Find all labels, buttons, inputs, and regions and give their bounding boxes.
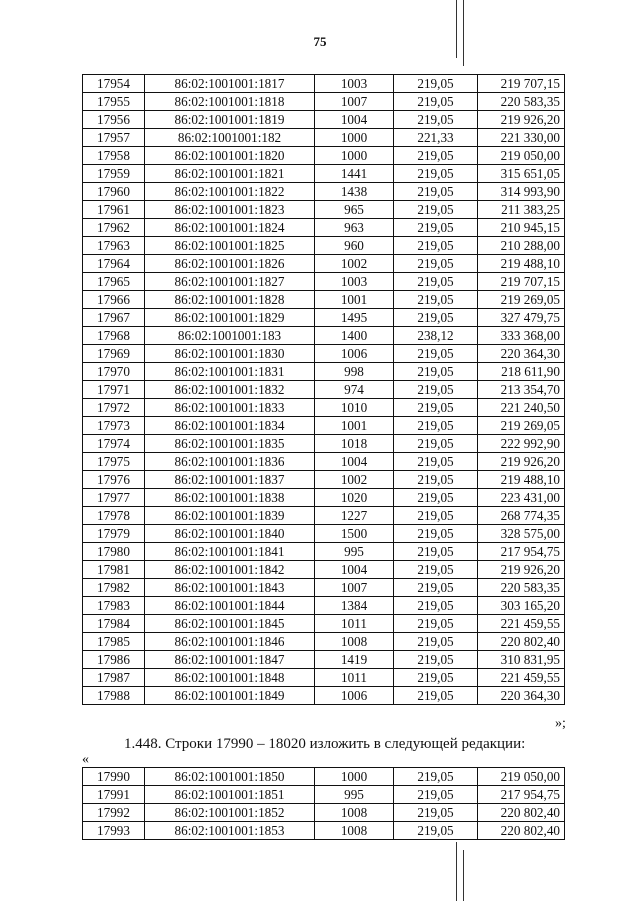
cadastral-number-cell: 86:02:1001001:1842: [145, 561, 315, 579]
row-number-cell: 17987: [83, 669, 145, 687]
area-cell: 1010: [315, 399, 394, 417]
table-row: [83, 669, 565, 687]
table-row: [83, 363, 565, 381]
value-cell: 303 165,20: [478, 597, 565, 615]
rate-cell: 219,05: [394, 453, 478, 471]
rate-cell: 219,05: [394, 309, 478, 327]
rate-cell: 219,05: [394, 633, 478, 651]
page-number: 75: [313, 34, 327, 49]
row-number-cell: 17970: [83, 363, 145, 381]
table-row: [83, 615, 565, 633]
rate-cell: 219,05: [394, 273, 478, 291]
rate-cell: 219,05: [394, 183, 478, 201]
rate-cell: 219,05: [394, 111, 478, 129]
row-number-cell: 17960: [83, 183, 145, 201]
cadastral-number-cell: 86:02:1001001:1840: [145, 525, 315, 543]
row-number-cell: 17978: [83, 507, 145, 525]
rate-cell: 219,05: [394, 381, 478, 399]
cadastral-number-cell: 86:02:1001001:1843: [145, 579, 315, 597]
area-cell: 1002: [315, 471, 394, 489]
table-row: [83, 768, 565, 786]
row-number-cell: 17974: [83, 435, 145, 453]
cadastral-number-cell: 86:02:1001001:1839: [145, 507, 315, 525]
cadastral-number-cell: 86:02:1001001:1848: [145, 669, 315, 687]
value-cell: 220 802,40: [478, 822, 565, 840]
table-row: [83, 75, 565, 93]
table-row: [83, 381, 565, 399]
value-cell: 315 651,05: [478, 165, 565, 183]
table-row: [83, 822, 565, 840]
rate-cell: 219,05: [394, 615, 478, 633]
row-number-cell: 17988: [83, 687, 145, 705]
row-number-cell: 17963: [83, 237, 145, 255]
table-row: [83, 237, 565, 255]
cadastral-number-cell: 86:02:1001001:1818: [145, 93, 315, 111]
table-row: [83, 147, 565, 165]
area-cell: 995: [315, 543, 394, 561]
area-cell: 1007: [315, 93, 394, 111]
amendment-paragraph: 1.448. Строки 17990 – 18020 изложить в следующей редакции:: [124, 736, 526, 752]
value-cell: 220 364,30: [478, 687, 565, 705]
area-cell: 1000: [315, 129, 394, 147]
area-cell: 998: [315, 363, 394, 381]
table-row: [83, 183, 565, 201]
value-cell: 220 802,40: [478, 633, 565, 651]
value-cell: 268 774,35: [478, 507, 565, 525]
area-cell: 1011: [315, 669, 394, 687]
area-cell: 1441: [315, 165, 394, 183]
value-cell: 220 583,35: [478, 93, 565, 111]
cadastral-number-cell: 86:02:1001001:1832: [145, 381, 315, 399]
rate-cell: 219,05: [394, 669, 478, 687]
value-cell: 220 802,40: [478, 804, 565, 822]
row-number-cell: 17991: [83, 786, 145, 804]
rate-cell: 219,05: [394, 561, 478, 579]
scan-edge-line: [463, 850, 464, 901]
row-number-cell: 17977: [83, 489, 145, 507]
table-row: [83, 345, 565, 363]
table-row: [83, 597, 565, 615]
table-row: [83, 489, 565, 507]
table-row: [83, 435, 565, 453]
cadastral-number-cell: 86:02:1001001:1820: [145, 147, 315, 165]
table-row: [83, 453, 565, 471]
rate-cell: 219,05: [394, 804, 478, 822]
table-row: [83, 309, 565, 327]
rate-cell: 221,33: [394, 129, 478, 147]
value-cell: 217 954,75: [478, 786, 565, 804]
area-cell: 1008: [315, 804, 394, 822]
cadastral-number-cell: 86:02:1001001:183: [145, 327, 315, 345]
scan-edge-line: [456, 0, 457, 58]
area-cell: 1500: [315, 525, 394, 543]
row-number-cell: 17957: [83, 129, 145, 147]
row-number-cell: 17990: [83, 768, 145, 786]
rate-cell: 219,05: [394, 399, 478, 417]
area-cell: 974: [315, 381, 394, 399]
cadastral-number-cell: 86:02:1001001:1826: [145, 255, 315, 273]
area-cell: 995: [315, 786, 394, 804]
cadastral-number-cell: 86:02:1001001:1833: [145, 399, 315, 417]
table-row: [83, 201, 565, 219]
row-number-cell: 17979: [83, 525, 145, 543]
value-cell: 219 926,20: [478, 111, 565, 129]
area-cell: 1001: [315, 417, 394, 435]
table-row: [83, 471, 565, 489]
table-row: [83, 687, 565, 705]
value-cell: 218 611,90: [478, 363, 565, 381]
rate-cell: 219,05: [394, 597, 478, 615]
row-number-cell: 17968: [83, 327, 145, 345]
cadastral-number-cell: 86:02:1001001:1835: [145, 435, 315, 453]
row-number-cell: 17954: [83, 75, 145, 93]
value-cell: 222 992,90: [478, 435, 565, 453]
row-number-cell: 17959: [83, 165, 145, 183]
cadastral-number-cell: 86:02:1001001:1829: [145, 309, 315, 327]
table-row: [83, 525, 565, 543]
rate-cell: 219,05: [394, 345, 478, 363]
table-row: [83, 561, 565, 579]
value-cell: 327 479,75: [478, 309, 565, 327]
value-cell: 219 050,00: [478, 768, 565, 786]
rate-cell: 219,05: [394, 291, 478, 309]
table-row: [83, 399, 565, 417]
area-cell: 1000: [315, 147, 394, 165]
cadastral-number-cell: 86:02:1001001:1825: [145, 237, 315, 255]
value-cell: 333 368,00: [478, 327, 565, 345]
rate-cell: 219,05: [394, 75, 478, 93]
cadastral-number-cell: 86:02:1001001:1830: [145, 345, 315, 363]
rate-cell: 219,05: [394, 525, 478, 543]
cadastral-number-cell: 86:02:1001001:1851: [145, 786, 315, 804]
parcel-table: [82, 74, 565, 705]
cadastral-number-cell: 86:02:1001001:1846: [145, 633, 315, 651]
value-cell: 219 488,10: [478, 255, 565, 273]
area-cell: 1018: [315, 435, 394, 453]
area-cell: 1001: [315, 291, 394, 309]
rate-cell: 219,05: [394, 768, 478, 786]
rate-cell: 219,05: [394, 471, 478, 489]
row-number-cell: 17992: [83, 804, 145, 822]
value-cell: 219 707,15: [478, 75, 565, 93]
cadastral-number-cell: 86:02:1001001:1844: [145, 597, 315, 615]
row-number-cell: 17980: [83, 543, 145, 561]
table-row: [83, 543, 565, 561]
area-cell: 1003: [315, 75, 394, 93]
cadastral-number-cell: 86:02:1001001:1852: [145, 804, 315, 822]
scan-edge-line: [456, 842, 457, 901]
cadastral-number-cell: 86:02:1001001:1824: [145, 219, 315, 237]
cadastral-number-cell: 86:02:1001001:1834: [145, 417, 315, 435]
table-row: [83, 291, 565, 309]
rate-cell: 219,05: [394, 363, 478, 381]
table-row: [83, 507, 565, 525]
row-number-cell: 17984: [83, 615, 145, 633]
cadastral-number-cell: 86:02:1001001:1828: [145, 291, 315, 309]
row-number-cell: 17962: [83, 219, 145, 237]
table-row: [83, 804, 565, 822]
value-cell: 221 330,00: [478, 129, 565, 147]
value-cell: 219 269,05: [478, 291, 565, 309]
table-row: [83, 786, 565, 804]
area-cell: 1002: [315, 255, 394, 273]
area-cell: 965: [315, 201, 394, 219]
value-cell: 219 050,00: [478, 147, 565, 165]
rate-cell: 219,05: [394, 219, 478, 237]
value-cell: 213 354,70: [478, 381, 565, 399]
row-number-cell: 17976: [83, 471, 145, 489]
cadastral-number-cell: 86:02:1001001:1821: [145, 165, 315, 183]
cadastral-number-cell: 86:02:1001001:1838: [145, 489, 315, 507]
table-row: [83, 651, 565, 669]
row-number-cell: 17986: [83, 651, 145, 669]
value-cell: 219 488,10: [478, 471, 565, 489]
row-number-cell: 17975: [83, 453, 145, 471]
row-number-cell: 17961: [83, 201, 145, 219]
row-number-cell: 17969: [83, 345, 145, 363]
value-cell: 221 459,55: [478, 669, 565, 687]
value-cell: 219 269,05: [478, 417, 565, 435]
scan-edge-line: [463, 0, 464, 66]
cadastral-number-cell: 86:02:1001001:1823: [145, 201, 315, 219]
area-cell: 1008: [315, 633, 394, 651]
area-cell: 1004: [315, 111, 394, 129]
rate-cell: 219,05: [394, 255, 478, 273]
value-cell: 328 575,00: [478, 525, 565, 543]
cadastral-number-cell: 86:02:1001001:1822: [145, 183, 315, 201]
value-cell: 217 954,75: [478, 543, 565, 561]
row-number-cell: 17964: [83, 255, 145, 273]
area-cell: 1011: [315, 615, 394, 633]
value-cell: 210 288,00: [478, 237, 565, 255]
row-number-cell: 17955: [83, 93, 145, 111]
continuation-table: [82, 767, 565, 840]
area-cell: 1008: [315, 822, 394, 840]
row-number-cell: 17967: [83, 309, 145, 327]
row-number-cell: 17972: [83, 399, 145, 417]
rate-cell: 219,05: [394, 237, 478, 255]
value-cell: 221 459,55: [478, 615, 565, 633]
cadastral-number-cell: 86:02:1001001:1850: [145, 768, 315, 786]
rate-cell: 219,05: [394, 165, 478, 183]
value-cell: 314 993,90: [478, 183, 565, 201]
cadastral-number-cell: 86:02:1001001:1847: [145, 651, 315, 669]
row-number-cell: 17981: [83, 561, 145, 579]
cadastral-number-cell: 86:02:1001001:1853: [145, 822, 315, 840]
area-cell: 963: [315, 219, 394, 237]
area-cell: 1004: [315, 453, 394, 471]
rate-cell: 219,05: [394, 489, 478, 507]
row-number-cell: 17973: [83, 417, 145, 435]
rate-cell: 219,05: [394, 201, 478, 219]
closing-quote: »;: [555, 716, 566, 731]
area-cell: 1495: [315, 309, 394, 327]
area-cell: 1007: [315, 579, 394, 597]
table-row: [83, 219, 565, 237]
area-cell: 1006: [315, 345, 394, 363]
value-cell: 219 707,15: [478, 273, 565, 291]
cadastral-number-cell: 86:02:1001001:1831: [145, 363, 315, 381]
area-cell: 960: [315, 237, 394, 255]
cadastral-number-cell: 86:02:1001001:1819: [145, 111, 315, 129]
value-cell: 219 926,20: [478, 453, 565, 471]
row-number-cell: 17965: [83, 273, 145, 291]
area-cell: 1419: [315, 651, 394, 669]
rate-cell: 219,05: [394, 507, 478, 525]
row-number-cell: 17956: [83, 111, 145, 129]
area-cell: 1004: [315, 561, 394, 579]
cadastral-number-cell: 86:02:1001001:1827: [145, 273, 315, 291]
cadastral-number-cell: 86:02:1001001:1841: [145, 543, 315, 561]
rate-cell: 219,05: [394, 822, 478, 840]
area-cell: 1384: [315, 597, 394, 615]
table-row: [83, 417, 565, 435]
table-row: [83, 129, 565, 147]
area-cell: 1400: [315, 327, 394, 345]
rate-cell: 219,05: [394, 651, 478, 669]
rate-cell: 238,12: [394, 327, 478, 345]
rate-cell: 219,05: [394, 543, 478, 561]
cadastral-number-cell: 86:02:1001001:1849: [145, 687, 315, 705]
value-cell: 210 945,15: [478, 219, 565, 237]
area-cell: 1227: [315, 507, 394, 525]
rate-cell: 219,05: [394, 147, 478, 165]
rate-cell: 219,05: [394, 93, 478, 111]
area-cell: 1020: [315, 489, 394, 507]
cadastral-number-cell: 86:02:1001001:182: [145, 129, 315, 147]
table-row: [83, 255, 565, 273]
opening-quote: «: [82, 752, 89, 767]
area-cell: 1000: [315, 768, 394, 786]
row-number-cell: 17971: [83, 381, 145, 399]
rate-cell: 219,05: [394, 786, 478, 804]
area-cell: 1003: [315, 273, 394, 291]
rate-cell: 219,05: [394, 417, 478, 435]
table-row: [83, 633, 565, 651]
table-row: [83, 273, 565, 291]
row-number-cell: 17983: [83, 597, 145, 615]
table-row: [83, 93, 565, 111]
area-cell: 1006: [315, 687, 394, 705]
cadastral-number-cell: 86:02:1001001:1836: [145, 453, 315, 471]
row-number-cell: 17958: [83, 147, 145, 165]
area-cell: 1438: [315, 183, 394, 201]
rate-cell: 219,05: [394, 687, 478, 705]
value-cell: 211 383,25: [478, 201, 565, 219]
table-row: [83, 579, 565, 597]
value-cell: 310 831,95: [478, 651, 565, 669]
table-row: [83, 111, 565, 129]
value-cell: 220 583,35: [478, 579, 565, 597]
row-number-cell: 17966: [83, 291, 145, 309]
table-row: [83, 327, 565, 345]
value-cell: 223 431,00: [478, 489, 565, 507]
rate-cell: 219,05: [394, 435, 478, 453]
cadastral-number-cell: 86:02:1001001:1817: [145, 75, 315, 93]
row-number-cell: 17985: [83, 633, 145, 651]
rate-cell: 219,05: [394, 579, 478, 597]
cadastral-number-cell: 86:02:1001001:1845: [145, 615, 315, 633]
row-number-cell: 17982: [83, 579, 145, 597]
value-cell: 220 364,30: [478, 345, 565, 363]
value-cell: 221 240,50: [478, 399, 565, 417]
cadastral-number-cell: 86:02:1001001:1837: [145, 471, 315, 489]
value-cell: 219 926,20: [478, 561, 565, 579]
table-row: [83, 165, 565, 183]
row-number-cell: 17993: [83, 822, 145, 840]
